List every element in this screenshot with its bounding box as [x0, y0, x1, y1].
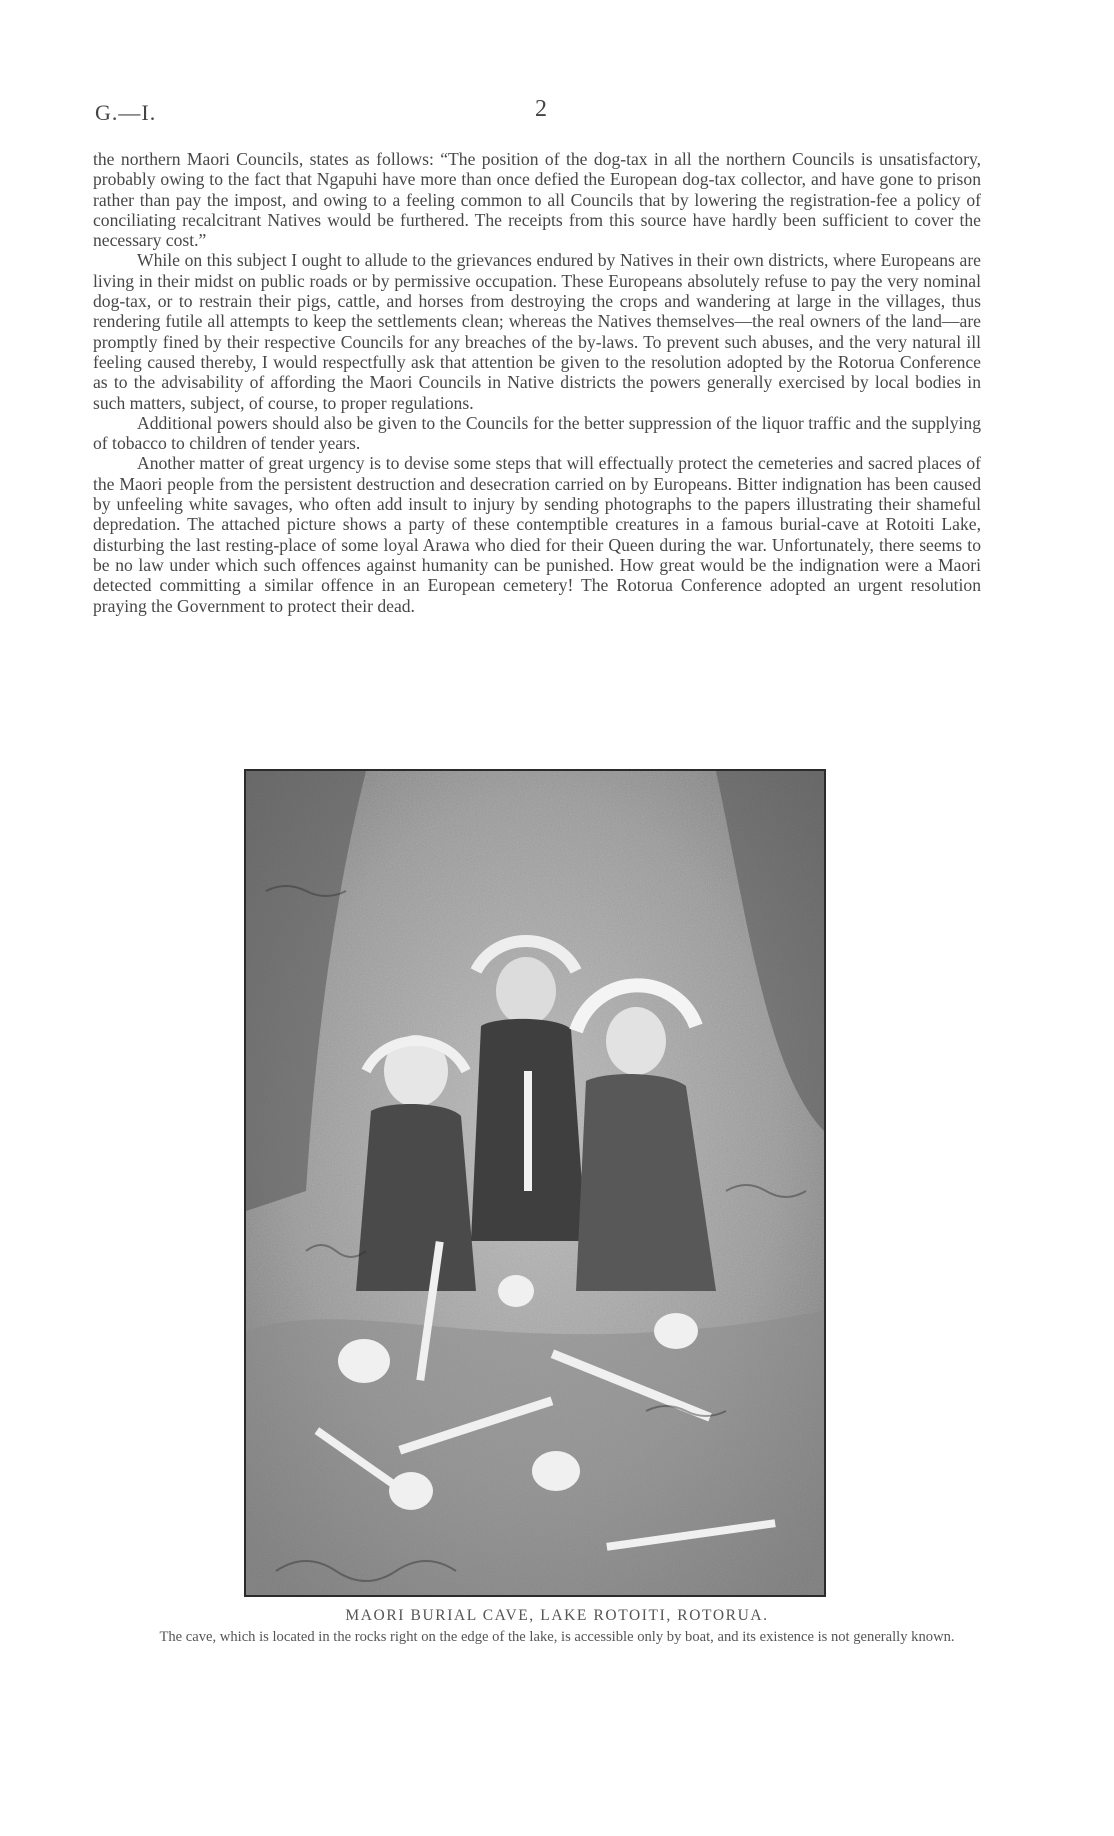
- burial-cave-photograph: [244, 769, 826, 1597]
- body-text: [93, 149, 981, 616]
- paragraph-cemeteries: Another matter of great urgency is to devise some steps that will effectually protect the cemeteries and sacred places of the Maori people from the persistent destruction and desecration carried on by Europeans. Bitter indignation has been caused by unfeeling white savages, who often add insult to injury by sending photographs to the papers illustrating their shameful depredation. The attached picture shows a party of these contemptible creatures in a famous burial-cave at Rotoiti Lake, disturbing the last resting-place of some loyal Arawa who died for their Queen during the war. Unfortunately, there seems to be no law under which such offences against humanity can be punished. How great would be the indignation were a Maori detected committing a similar offence in an European cemetery! The Rotorua Conference adopted an urgent resolution praying the Government to protect their dead.: [93, 453, 981, 616]
- document-reference: G.—I.: [95, 100, 157, 125]
- photo-caption: [150, 1606, 964, 1646]
- paragraph-additional-powers: Additional powers should also be given to the Councils for the better suppression of the liquor traffic and the supplying of tobacco to children of tender years.: [93, 412, 981, 454]
- page-number: 2: [535, 96, 547, 122]
- cave-floor: [246, 1311, 824, 1595]
- caption-title: MAORI BURIAL CAVE, LAKE ROTOITI, ROTORUA.: [345, 1607, 769, 1624]
- page-header: [95, 96, 975, 130]
- paragraph-grievances: While on this subject I ought to allude to the grievances endured by Natives in their own districts, where Europeans are living in their midst on public roads or by permissive occupation. These Europeans absolutely refuse to pay the very nominal dog-tax, or to restrain their pigs, cattle, and horses from destroying the crops and wandering at large in the villages, thus rendering futile all attempts to keep the settlements clean; whereas the Natives themselves—the real owners of the land—are promptly fined by their respective Councils for any breaches of the by-laws. To prevent such abuses, and the very natural ill feeling caused thereby, I would respectfully ask that attention be given to the resolution adopted by the Rotorua Conference as to the advisability of affording the Maori Councils in Native districts the powers generally exercised by local bodies in such matters, subject, of course, to proper regulations.: [93, 250, 981, 413]
- photograph-illustration: [246, 771, 824, 1595]
- caption-text: The cave, which is located in the rocks right on the edge of the lake, is accessible only by boat, and its existence is not generally known.: [159, 1629, 955, 1645]
- paragraph-dog-tax-quote: the northern Maori Councils, states as follows: “The position of the dog-tax in all the northern Councils is unsatisfactory, probably owing to the fact that Ngapuhi have more than once defied the European dog-tax collector, and have gone to prison rather than pay the impost, and owing to a feeling common to all Councils that by lowering the registration-fee a policy of conciliating recalcitrant Natives would be furthered. The receipts from this source have hardly been sufficient to cover the necessary cost.”: [93, 149, 981, 251]
